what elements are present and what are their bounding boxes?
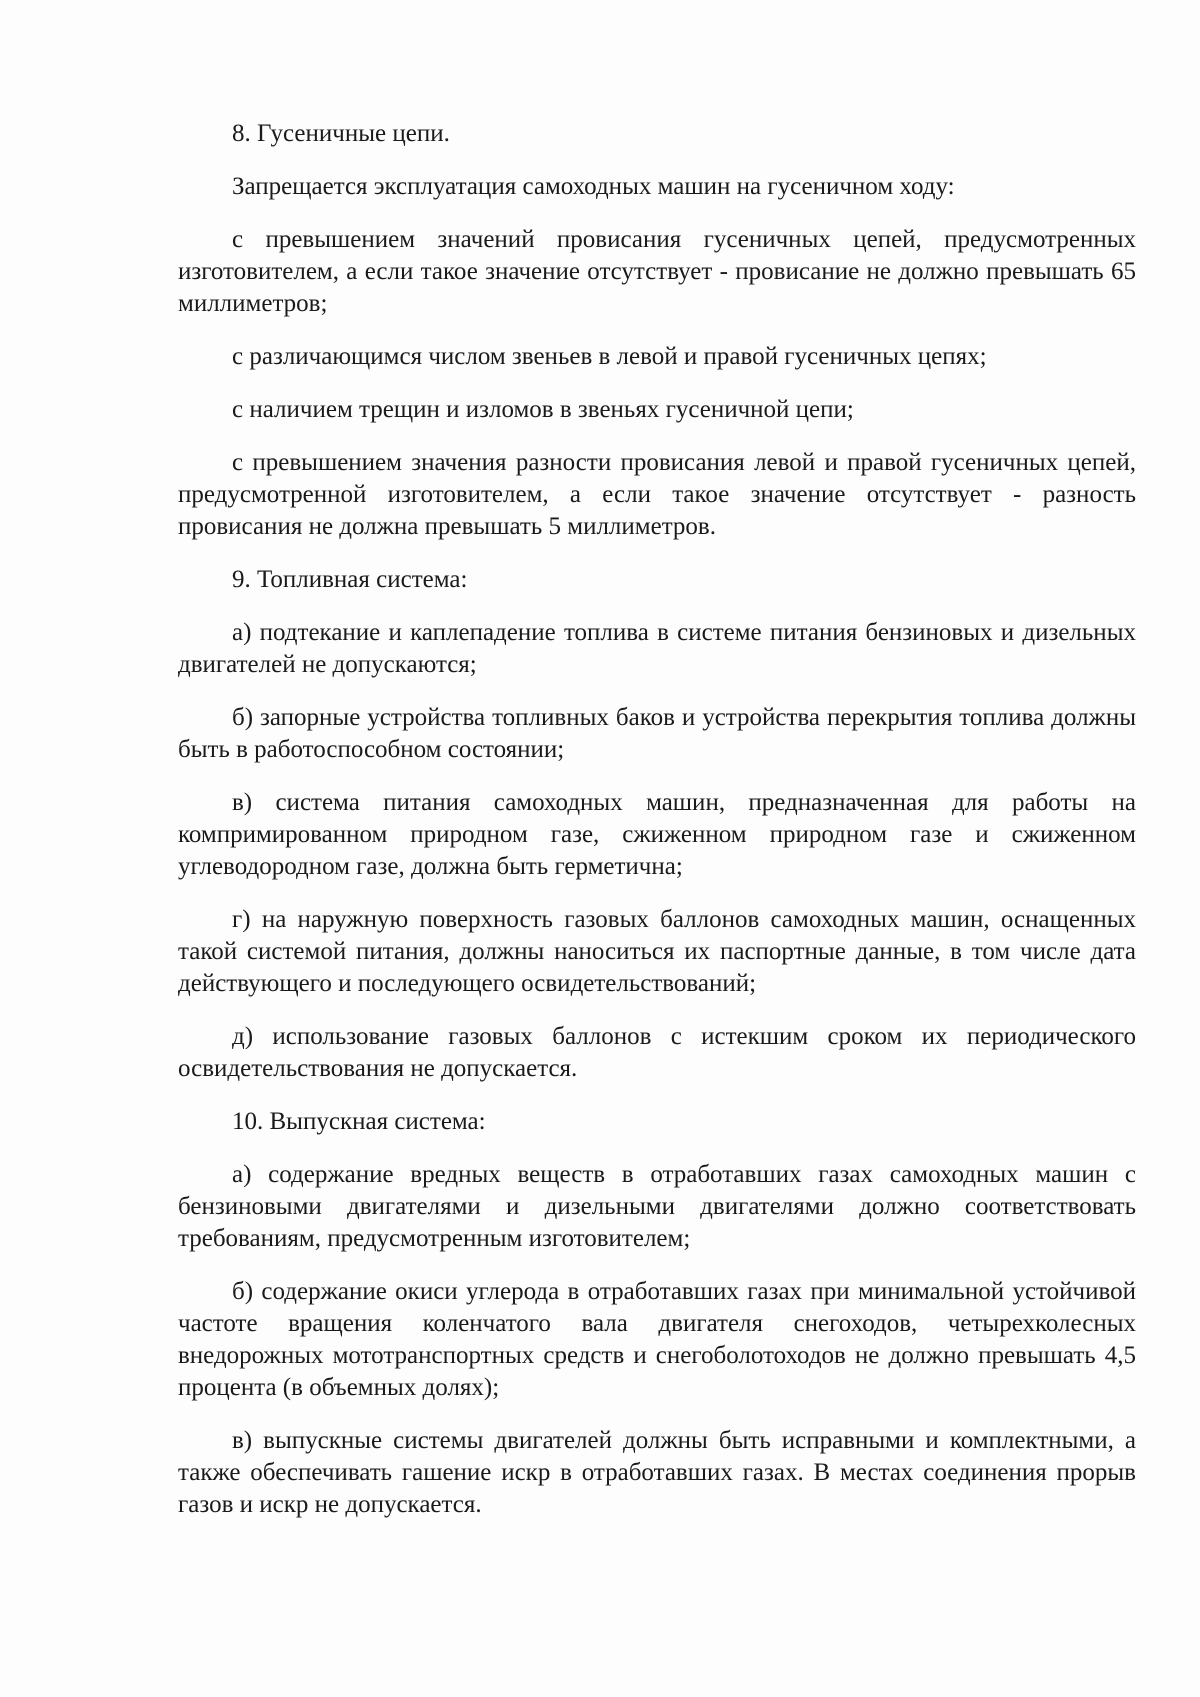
section-heading-10: 10. Выпускная система: [232, 1108, 486, 1135]
paragraph-sag: с превышением значений провисания гусеничных цепей, предусмотренных изготовителем, а если такое значение отсутствует - провисание не должно превышать 65 миллиметров; [178, 226, 1136, 317]
section-heading-8: 8. Гусеничные цепи. [232, 120, 450, 147]
document-body [178, 118, 1136, 1542]
paragraph-fuel-d: г) на наружную поверхность газовых баллонов самоходных машин, оснащенных такой системой питания, должны наноситься их паспортные данные, в том числе дата действующего и последующего освидетельствований; [178, 906, 1136, 997]
section-heading-9: 9. Топливная система: [232, 566, 468, 593]
paragraph-fuel-b: б) запорные устройства топливных баков и устройства перекрытия топлива должны быть в работоспособном состоянии; [178, 704, 1136, 763]
paragraph-exhaust-a: а) содержание вредных веществ в отработавших газах самоходных машин с бензиновыми двигателями и дизельными двигателями должно соответствовать требованиям, предусмотренным изготовителем; [178, 1161, 1136, 1252]
paragraph-fuel-c: в) система питания самоходных машин, предназначенная для работы на компримированном природном газе, сжиженном природном газе и сжиженном углеводородном газе, должна быть герметична; [178, 789, 1136, 880]
paragraph-cracks: с наличием трещин и изломов в звеньях гусеничной цепи; [232, 396, 854, 423]
paragraph-sag-difference: с превышением значения разности провисания левой и правой гусеничных цепей, предусмотренной изготовителем, а если такое значение отсутствует - разность провисания не должна превышать 5 миллиметров. [178, 449, 1136, 540]
paragraph-fuel-a: а) подтекание и каплепадение топлива в системе питания бензиновых и дизельных двигателей не допускаются; [178, 619, 1136, 678]
paragraph-exhaust-c: в) выпускные системы двигателей должны быть исправными и комплектными, а также обеспечивать гашение искр в отработавших газах. В местах соединения прорыв газов и искр не допускается. [178, 1427, 1136, 1518]
paragraph-fuel-e: д) использование газовых баллонов с истекшим сроком их периодического освидетельствования не допускается. [178, 1023, 1136, 1082]
paragraph-links: с различающимся числом звеньев в левой и правой гусеничных цепях; [232, 343, 987, 370]
paragraph-intro: Запрещается эксплуатация самоходных машин на гусеничном ходу: [232, 173, 955, 200]
paragraph-exhaust-b: б) содержание окиси углерода в отработавших газах при минимальной устойчивой частоте вращения коленчатого вала двигателя снегоходов, четырехколесных внедорожных мототранспортных средств и снегоболотоходов не должно превышать 4,5 процента (в объемных долях); [178, 1278, 1136, 1401]
